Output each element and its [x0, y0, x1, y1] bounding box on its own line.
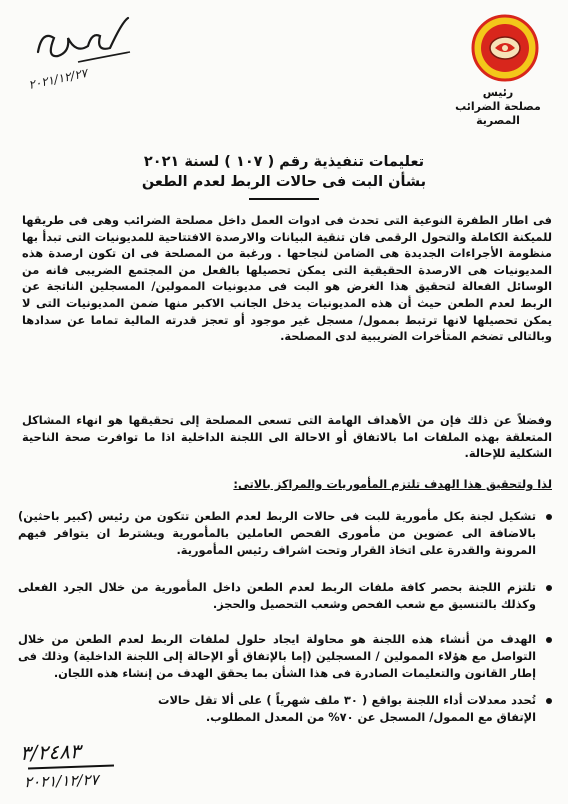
objectives-paragraph: وفضلاً عن ذلك فإن من الأهداف الهامة التى تسعى المصلحة إلى تحقيقها هو انهاء المشاكل المتعلقة بهذه الملفات اما بالاتفاق أو الاحالة الى اللجنة الداخلية اذا ما توافرت صحة الناحية الشكلية للإحالة.	[22, 413, 552, 461]
list-item	[18, 692, 552, 726]
bullet-icon	[546, 514, 552, 520]
incoming-number: ٣/٢٤٨٣	[19, 738, 81, 766]
bullet-icon	[546, 637, 552, 643]
tax-authority-logo	[450, 10, 550, 90]
issuer-block	[438, 86, 558, 128]
obligations-heading	[22, 476, 552, 493]
bullet-icon	[546, 585, 552, 591]
list-item	[18, 579, 552, 613]
signature-date: ٢٠٢١/١٢/٢٧	[27, 65, 89, 93]
document-title	[60, 152, 508, 200]
list-item-text: الهدف من أنشاء هذه اللجنة هو محاولة ايجاد حلول لملفات الربط لعدم الطعن من خلال التواصل مع هؤلاء الممولين / المسجلين (إما بالإتفاق أو الإحالة إلى اللجنة الداخلية) وذلك فى إطار القانون والتعليمات الصادرة فى هذا الشأن بما يحقق الهدف من إنشاء هذه اللجان.	[18, 632, 536, 680]
intro-paragraph: فى اطار الطفرة النوعية التى تحدث فى ادوات العمل داخل مصلحة الضرائب وهى فى طريقها للميكنة الكاملة والتحول الرقمى فان تنقية البيانات والارصدة الافتتاحية للمديونيات التى تبدأ بها منظومة الأجراءات الجديدة هى الضامن لنجاحها . ورغبة من المصلحة فى ان تكون ارصدة هذه المديونيات هى الارصدة الحقيقية التى يمكن تحصيلها بالفعل من المجتمع الضريبى فانه من الوسائل الفعالة لتحقيق هذا الغرض هو البت فى مديونيات الممولين/ المسجلين الناتجة عن الربط لعدم الطعن حيث أن هذه المديونيات يدخل الجانب الاكبر منها ضمن المديونيات التى لا يمكن تحصيلها لانها ترتبط بممول/ مسجل غير موجود أو تعجز قدرته المالية تماما عن سدادها وبالتالى تضخم المتأخرات الضريبية لدى المصلحة.	[22, 213, 552, 344]
instructions-list	[18, 508, 552, 740]
issuer-title: رئيس	[482, 86, 514, 99]
title-divider	[249, 198, 319, 200]
issuer-name: مصلحة الضرائب المصرية	[455, 100, 541, 127]
list-item-text: تشكيل لجنة بكل مأمورية للبت فى حالات الربط لعدم الطعن تتكون من رئيس (كبير باحثين) بالاضافة الى عضوين من مأمورى الفحص العاملين بالمأمورية ويشترط ان يتوافر فيهم المرونة والقدرة على اتخاذ القرار وتحت اشراف رئيس المأمورية.	[18, 509, 536, 557]
bullet-icon	[546, 698, 552, 704]
title-line-1: تعليمات تنفيذية رقم ( ١٠٧ ) لسنة ٢٠٢١	[143, 154, 425, 170]
stamp-divider	[28, 764, 114, 769]
obligations-heading-text: لذا ولتحقيق هذا الهدف تلتزم المأموريات والمراكز بالاتى:	[233, 477, 552, 491]
list-item	[18, 631, 552, 682]
list-item	[18, 508, 552, 559]
incoming-date: ٢٠٢١/١٢/٢٧	[23, 770, 99, 792]
list-item-text: تُحدد معدلات أداء اللجنة بواقع ( ٣٠ ملف شهرياً ) على ألا تقل حالات الإتفاق مع الممول/ المسجل عن ٧٠% من المعدل المطلوب.	[158, 693, 536, 724]
list-item-text: تلتزم اللجنة بحصر كافة ملفات الربط لعدم الطعن داخل المأمورية من خلال الجرد الفعلى وكذلك بالتنسيق مع شعب الفحص وشعب التحصيل والحجز.	[18, 580, 536, 611]
title-line-2: بشأن البت فى حالات الربط لعدم الطعن	[141, 174, 427, 190]
